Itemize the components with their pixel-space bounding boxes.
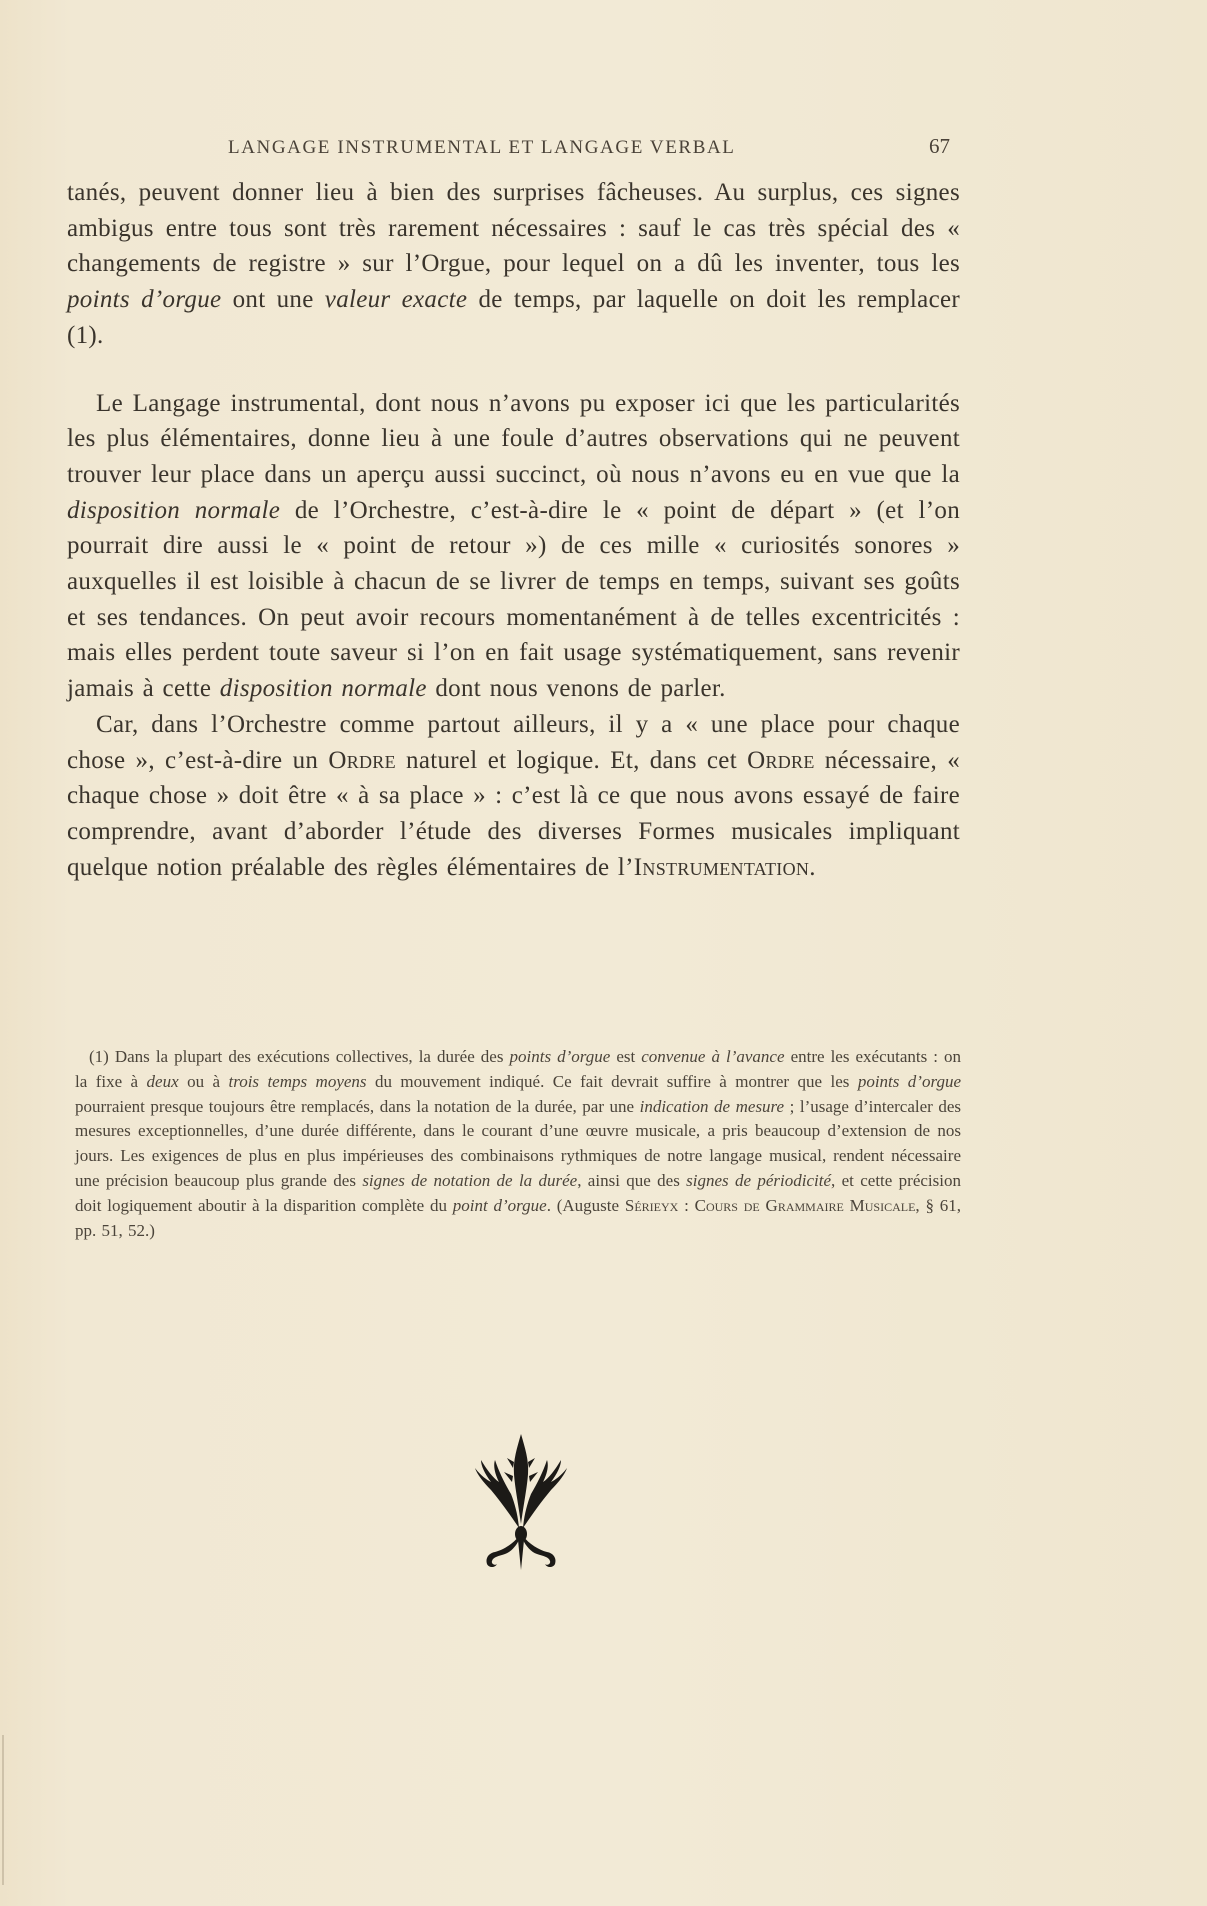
footnote bbox=[75, 1045, 961, 1243]
main-text bbox=[67, 175, 960, 885]
paragraph: Le Langage instrumental, dont nous n’avons pu exposer ici que les particularités les plus élémentaires, donne lieu à une foule d’autres observations qui ne peuvent trouver leur place dans un aperçu aussi succinct, où nous n’avons eu en vue que la disposition normale de l’Orchestre, c’est-à-dire le « point de départ » (et l’on pourrait dire aussi le « point de retour ») de ces mille « curiosités sonores » auxquelles il est loisible à chacun de se livrer de temps en temps, suivant ses goûts et ses tendances. On peut avoir recours momentanément à de telles excentricités : mais elles perdent toute saveur si l’on en fait usage systématiquement, sans revenir jamais à cette disposition normale dont nous venons de parler. bbox=[67, 389, 960, 703]
footnote-text: (1) Dans la plupart des exécutions collectives, la durée des points d’orgue est convenue à l’avance entre les exécutants : on la fixe à deux ou à trois temps moyens du mouvement indiqué. Ce fait devrait suffire à montrer que les points d’orgue pourraient presque toujours être remplacés, dans la notation de la durée, par une indication de mesure ; l’usage d’intercaler des mesures exceptionnelles, d’une durée différente, dans le courant d’une œuvre musicale, a pris beaucoup d’extension de nos jours. Les exigences de plus en plus impérieuses des combinaisons rythmiques de notre langage musical, rendent nécessaire une précision beaucoup plus grande des signes de notation de la durée, ainsi que des signes de périodicité, et cette précision doit logiquement aboutir à la disparition complète du point d’orgue. (Auguste Sérieyx : Cours de Grammaire Musicale, § 61, pp. 51, 52.) bbox=[75, 1047, 962, 1240]
fleuron-ornament-icon bbox=[473, 1432, 569, 1572]
running-title: LANGAGE INSTRUMENTAL ET LANGAGE VERBAL bbox=[228, 137, 736, 158]
small-caps-term: Instrumentation bbox=[633, 853, 810, 881]
small-caps-term: Ordre bbox=[747, 746, 815, 774]
italic-term: disposition normale bbox=[219, 675, 427, 703]
running-header bbox=[228, 134, 953, 164]
paragraph: Car, dans l’Orchestre comme partout ailleurs, il y a « une place pour chaque chose », c’est-à-dire un Ordre naturel et logique. Et, dans cet Ordre nécessaire, « chaque chose » doit être « à sa place » : c’est là ce que nous avons essayé de faire comprendre, avant d’aborder l’étude des diverses Formes musicales impliquant quelque notion préalable des règles élémentaires de l’Instrumentation. bbox=[67, 710, 960, 881]
footnote-marker: (1) bbox=[89, 1047, 115, 1066]
italic-term: points d’orgue bbox=[67, 286, 222, 314]
small-caps-term: Ordre bbox=[328, 746, 396, 774]
paragraph: tanés, peuvent donner lieu à bien des surprises fâcheuses. Au surplus, ces signes ambigus entre tous sont très rarement nécessaires : sauf le cas très spécial des « changements de registre » sur l’Orgue, pour lequel on a dû les inventer, tous les points d’orgue ont une valeur exacte de temps, par laquelle on doit les remplacer (1). bbox=[67, 179, 960, 349]
page-number: 67 bbox=[929, 134, 950, 158]
italic-term: disposition normale bbox=[67, 496, 281, 524]
binding-edge-line bbox=[2, 1735, 4, 1885]
italic-term: valeur exacte bbox=[324, 286, 468, 314]
